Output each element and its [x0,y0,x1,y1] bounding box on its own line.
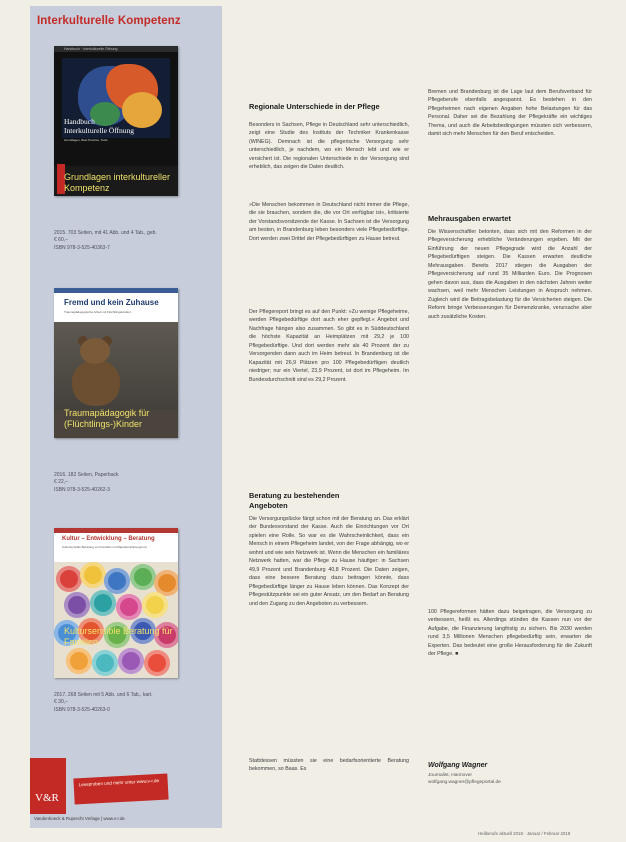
cover-top-bar [54,528,178,533]
paragraph: Die Wissenschaftler betonten, dass sich mit den Reformen in der Pflegeversicherung erhebliche Veränderungen ergeben. Mit der Einführung der neuen Pflegegrade wird die Anzahl der Pflegebedürftigen steigen. Die Kassen erwarten deutliche Mehrausgaben. Bereits 2017 stiegen die Ausgaben der Pflegeversicherung auf rund 35 Milliarden Euro. Die Prognosen gehen davon aus, dass die Ausgaben in den nächsten Jahren weiter wachsen, weil mehr Menschen Leistungen in Anspruch nehmen. Zugleich wird die Beitragsbelastung für die Versicherten steigen. Die Reform bringe Verbesserungen für Demenzkranke, verursache aber auch zusätzliche Kosten. [428,229,592,320]
cover-photo-plates [54,562,178,678]
cover-title: Kultur – Entwicklung – Beratung [62,536,155,542]
ad-footer: Vandenhoeck & Ruprecht Verlage | www.v-r.de [34,816,125,821]
cover-top-bar [54,46,178,52]
book-cover-kultur-entwicklung-beratung[interactable] [54,528,178,678]
ad-promo-note[interactable]: Leseproben und mehr unter www.v-r.de [73,774,168,805]
ad-title: Interkulturelle Kompetenz [37,15,181,27]
book-caption-2: 2016. 182 Seiten, Paperback € 22,– ISBN 978-3-525-40262-3 [54,472,119,493]
section-heading-mehrausgaben: Mehrausgaben erwartet [428,214,511,223]
paragraph: Stattdessen müssten sie eine bedarfsorientierte Beratung bekommen, so Baas. Es [249,758,409,773]
ad-panel [30,6,222,828]
author-info: Journalist, Hannover wolfgang.wagner@pflegeportal.de [428,773,501,785]
paragraph: Bremen und Brandenburg ist die Lage laut dem Berufsverband für Pflegeberufe ebenfalls angespannt. Es bestehen in den Pflegeheimen nach eigenen Angaben hohe Belastungen für das Personal. Daher sei die Bezahlung der Pflegekräfte ein wichtiges Thema, und auch die Arbeitsbedingungen müssten sich verbessern, damit sich mehr Menschen für den Beruf entscheiden. [428,89,592,138]
cover-subtitle: Grundlagen, Best Practice, Tools [64,138,108,142]
paragraph: »Die Menschen bekommen in Deutschland nicht immer die Pflege, die sie brauchen, sondern die, die vor Ort verfügbar ist«, kritisierte der Vorstandsvorsitzende der Kasse. In Sachsen ist die Versorgung am besten, in Brandenburg leben besonders viele Pflegebedürftige. Dort werden zwei Drittel der Pflegebedürftigen zu Hause betreut. [249,202,409,242]
book-caption-3: 2017. 268 Seiten mit 5 Abb. und 6 Tab., kart. € 30,– ISBN 978-3-525-40263-0 [54,692,153,713]
cover-top-bar [54,288,178,293]
publisher-logo: V&R [30,758,66,814]
cover-title: Fremd und kein Zuhause [64,298,159,307]
page-footer: Heilberufe aktuell 2018 · Januar / Februar 2018 [478,831,571,836]
book-overlay-1: Grundlagen interkultureller Kompetenz [64,172,171,193]
paragraph: Der Pflegereport bringt es auf den Punkt: »Zu wenige Pflegeheime, werden Pflegebedürftige dort auch eher gepflegt.« Angebot und Nachfrage hängen also zusammen. So gibt es in Süddeutschland die höchste Kapazität an Heimplätzen mit 29,2 je 100 Pflegebedürftige. Und dort werden mehr als 40 Prozent der zu Versorgenden dann auch im Heim betreut. In Brandenburg ist die Kapazität mit 26,9 Plätzen pro 100 Pflegebedürftigen deutlich niedriger; nur ein Viertel, 23,9 Prozent, ist dort im Pflegeheim. Im Bundesdurchschnitt sind es 29,2 Prozent. [249,309,409,383]
paragraph: 100 Pflegereformen hätten dazu beigetragen, die Versorgung zu verbessern, heißt es. Allerdings stünden die Kassen nun vor der Aufgabe, die Finanzierung langfristig zu sichern. Bis 2030 werden rund 3,5 Millionen Menschen pflegebedürftig sein, erwarten die Experten. Das bedeutet eine große Herausforderung für die Zukunft der Pflege. ■ [428,609,592,658]
author-name: Wolfgang Wagner [428,762,488,769]
paragraph: Die Versorgungslücke fängt schon mit der Beratung an. Das erklärt der Bundesvorstand der Kasse. Auch die Einrichtungen vor Ort spielen eine Rolle. So war es die Wahrscheinlichkeit, dass ein Mensch in einem Pflegeheim landet, von der Frage abhängig, wo er wohnt und wie sein Netzwerk ist. Wenn die Menschen ein familiäres Netzwerk hatten, war die Pflege zu Hause häufiger: in Sachsen 49,9 Prozent und Brandenburg 40,8 Prozent. Die Daten zeigen, dass eine bessere Beratung dazu beitragen könnte, dass Pflegebedürftige länger zu Hause leben können. Das Konzept der Pflegestützpunkte sei ein guter Ansatz, um den Bedarf an Beratung und den Zugang zu den Angeboten zu verbessern. [249,516,409,607]
book-overlay-3: Kultursensible Beratung für Familien [64,626,173,647]
cover-subtitle: Kultursensible Beratung von Familien mit Migrationshintergrund [62,545,147,549]
book-caption-1: 2015. 703 Seiten, mit 41 Abb. und 4 Tab., geb. € 60,– ISBN 978-3-525-40363-7 [54,230,157,251]
paragraph: Besonders in Sachsen, Pflege in Deutschland sehr unterschiedlich, zeigt eine Studie des Instituts der Techniker Krankenkasse (WINEG). Demnach ist die pflegerische Versorgung sehr unterschiedlich, je nachdem, wo ein Mensch lebt und wie er versichert ist. Die regionalen Unterschiede in der Versorgung sind erheblich, das zeigen die Daten deutlich. [249,122,409,171]
section-heading-regional: Regionale Unterschiede in der Pflege [249,102,380,111]
cover-publisher-line: Handbuch · Interkulturelle Öffnung [64,47,118,51]
cover-title: Handbuch Interkulturelle Öffnung [64,117,135,135]
book-overlay-2: Traumapädagogik für (Flüchtlings-)Kinder [64,408,150,429]
cover-subtitle: Traumapädagogische Arbeit mit Flüchtlingskindern [64,310,132,314]
section-heading-beratung: Beratung zu bestehenden Angeboten [249,491,340,510]
